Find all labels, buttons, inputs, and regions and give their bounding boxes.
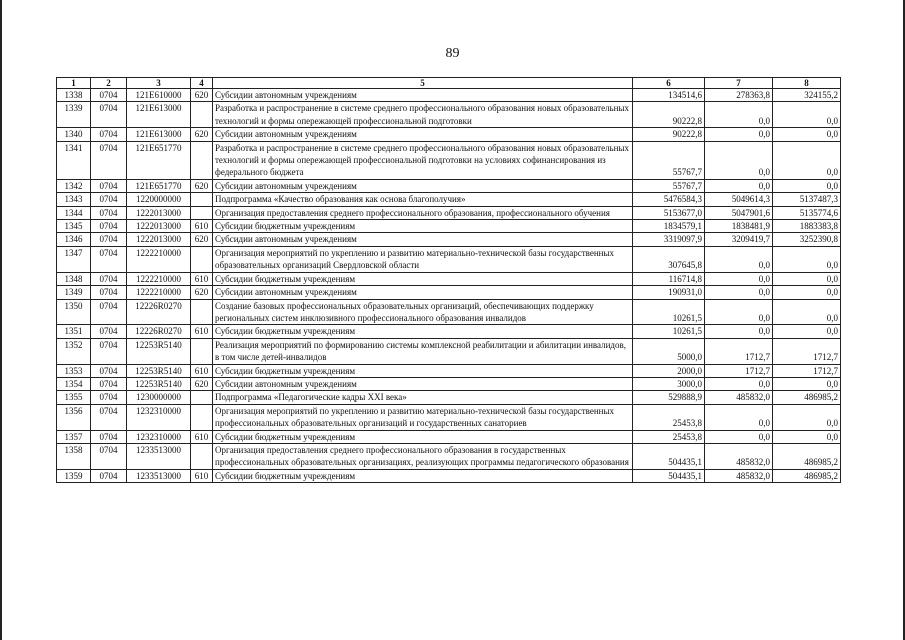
row-number: 1345 [57, 220, 91, 233]
amount-col-7: 0,0 [705, 430, 773, 443]
section-code: 0704 [91, 193, 127, 206]
expense-type [191, 102, 213, 128]
expense-type: 610 [191, 325, 213, 338]
amount-col-7: 1712,7 [705, 338, 773, 364]
amount-col-6: 25453,8 [633, 430, 705, 443]
table-row [57, 193, 841, 206]
amount-col-6: 5153677,0 [633, 206, 705, 219]
expense-type: 620 [191, 286, 213, 299]
header-col-4: 4 [191, 78, 213, 89]
expense-type [191, 391, 213, 404]
target-code: 1230000000 [127, 391, 191, 404]
target-code: 12253R5140 [127, 377, 191, 390]
header-col-1: 1 [57, 78, 91, 89]
expense-type [191, 193, 213, 206]
expense-type [191, 141, 213, 179]
section-code: 0704 [91, 102, 127, 128]
row-number: 1358 [57, 443, 91, 469]
amount-col-8: 486985,2 [773, 391, 841, 404]
target-code: 1222013000 [127, 220, 191, 233]
expense-type [191, 443, 213, 469]
section-code: 0704 [91, 391, 127, 404]
amount-col-7: 5049614,3 [705, 193, 773, 206]
table-row [57, 102, 841, 128]
amount-col-7: 0,0 [705, 377, 773, 390]
amount-col-6: 5000,0 [633, 338, 705, 364]
amount-col-7: 0,0 [705, 404, 773, 430]
section-code: 0704 [91, 338, 127, 364]
section-code: 0704 [91, 377, 127, 390]
table-row [57, 272, 841, 285]
amount-col-7: 0,0 [705, 299, 773, 325]
target-code: 12253R5140 [127, 364, 191, 377]
amount-col-8: 0,0 [773, 179, 841, 192]
amount-col-8: 1712,7 [773, 338, 841, 364]
row-number: 1348 [57, 272, 91, 285]
amount-col-8: 0,0 [773, 141, 841, 179]
item-name: Субсидии автономным учреждениям [213, 89, 633, 102]
amount-col-8: 0,0 [773, 430, 841, 443]
table-row [57, 286, 841, 299]
target-code: 1233513000 [127, 469, 191, 482]
table-row [57, 206, 841, 219]
amount-col-6: 5476584,3 [633, 193, 705, 206]
section-code: 0704 [91, 404, 127, 430]
amount-col-8: 0,0 [773, 404, 841, 430]
amount-col-8: 1712,7 [773, 364, 841, 377]
item-name: Организация предоставления среднего профессионального образования в государственных профессиональных образовательных организациях, реализующих программы педагогического образования [213, 443, 633, 469]
section-code: 0704 [91, 430, 127, 443]
section-code: 0704 [91, 179, 127, 192]
amount-col-8: 0,0 [773, 246, 841, 272]
target-code: 121Е613000 [127, 128, 191, 141]
header-col-3: 3 [127, 78, 191, 89]
expense-type: 610 [191, 469, 213, 482]
amount-col-8: 3252390,8 [773, 233, 841, 246]
item-name: Организация предоставления среднего профессионального образования, профессионального обучения [213, 206, 633, 219]
header-col-2: 2 [91, 78, 127, 89]
expense-type [191, 206, 213, 219]
item-name: Субсидии автономным учреждениям [213, 179, 633, 192]
table-row [57, 338, 841, 364]
table-row [57, 430, 841, 443]
amount-col-6: 25453,8 [633, 404, 705, 430]
expense-type: 610 [191, 272, 213, 285]
target-code: 1222210000 [127, 246, 191, 272]
row-number: 1344 [57, 206, 91, 219]
item-name: Подпрограмма «Качество образования как основа благополучия» [213, 193, 633, 206]
row-number: 1342 [57, 179, 91, 192]
item-name: Субсидии бюджетным учреждениям [213, 220, 633, 233]
section-code: 0704 [91, 325, 127, 338]
row-number: 1338 [57, 89, 91, 102]
item-name: Субсидии автономным учреждениям [213, 286, 633, 299]
item-name: Подпрограмма «Педагогические кадры XXI века» [213, 391, 633, 404]
table-row [57, 246, 841, 272]
item-name: Субсидии бюджетным учреждениям [213, 430, 633, 443]
target-code: 1222013000 [127, 233, 191, 246]
amount-col-8: 0,0 [773, 325, 841, 338]
section-code: 0704 [91, 364, 127, 377]
amount-col-6: 90222,8 [633, 128, 705, 141]
target-code: 1222210000 [127, 286, 191, 299]
amount-col-7: 1712,7 [705, 364, 773, 377]
section-code: 0704 [91, 128, 127, 141]
target-code: 1232310000 [127, 404, 191, 430]
expense-type: 610 [191, 364, 213, 377]
row-number: 1355 [57, 391, 91, 404]
header-row [57, 78, 841, 89]
page-number: 89 [445, 46, 460, 61]
section-code: 0704 [91, 206, 127, 219]
amount-col-7: 3209419,7 [705, 233, 773, 246]
budget-table [56, 77, 841, 483]
amount-col-8: 324155,2 [773, 89, 841, 102]
amount-col-7: 485832,0 [705, 443, 773, 469]
amount-col-7: 0,0 [705, 141, 773, 179]
expense-type [191, 246, 213, 272]
amount-col-6: 55767,7 [633, 141, 705, 179]
row-number: 1347 [57, 246, 91, 272]
amount-col-6: 116714,8 [633, 272, 705, 285]
table-row [57, 141, 841, 179]
amount-col-7: 485832,0 [705, 469, 773, 482]
amount-col-7: 0,0 [705, 179, 773, 192]
item-name: Организация мероприятий по укреплению и развитию материально-технической базы государственных образовательных организаций Свердловской области [213, 246, 633, 272]
amount-col-6: 504435,1 [633, 443, 705, 469]
table-row [57, 364, 841, 377]
row-number: 1340 [57, 128, 91, 141]
item-name: Субсидии бюджетным учреждениям [213, 325, 633, 338]
expense-type: 620 [191, 128, 213, 141]
row-number: 1357 [57, 430, 91, 443]
amount-col-6: 1834579,1 [633, 220, 705, 233]
amount-col-8: 0,0 [773, 272, 841, 285]
amount-col-6: 90222,8 [633, 102, 705, 128]
table-row [57, 325, 841, 338]
amount-col-6: 504435,1 [633, 469, 705, 482]
amount-col-7: 278363,8 [705, 89, 773, 102]
section-code: 0704 [91, 286, 127, 299]
target-code: 12253R5140 [127, 338, 191, 364]
section-code: 0704 [91, 220, 127, 233]
amount-col-8: 5137487,3 [773, 193, 841, 206]
header-col-7: 7 [705, 78, 773, 89]
section-code: 0704 [91, 233, 127, 246]
item-name: Разработка и распространение в системе среднего профессионального образования новых образовательных технологий и формы опережающей профессиональной подготовки [213, 102, 633, 128]
section-code: 0704 [91, 89, 127, 102]
row-number: 1343 [57, 193, 91, 206]
target-code: 1233513000 [127, 443, 191, 469]
amount-col-6: 529888,9 [633, 391, 705, 404]
amount-col-7: 0,0 [705, 272, 773, 285]
table-row [57, 404, 841, 430]
row-number: 1354 [57, 377, 91, 390]
target-code: 121Е651770 [127, 141, 191, 179]
table-row [57, 220, 841, 233]
section-code: 0704 [91, 299, 127, 325]
item-name: Субсидии автономным учреждениям [213, 377, 633, 390]
amount-col-6: 2000,0 [633, 364, 705, 377]
table-row [57, 469, 841, 482]
row-number: 1351 [57, 325, 91, 338]
amount-col-8: 0,0 [773, 377, 841, 390]
item-name: Субсидии бюджетным учреждениям [213, 272, 633, 285]
table-row [57, 179, 841, 192]
amount-col-7: 0,0 [705, 102, 773, 128]
expense-type [191, 404, 213, 430]
header-col-8: 8 [773, 78, 841, 89]
amount-col-6: 134514,6 [633, 89, 705, 102]
item-name: Организация мероприятий по укреплению и развитию материально-технической базы государственных профессиональных образовательных организаций и государственных санаториев [213, 404, 633, 430]
table-row [57, 128, 841, 141]
target-code: 1222013000 [127, 206, 191, 219]
section-code: 0704 [91, 272, 127, 285]
amount-col-6: 10261,5 [633, 325, 705, 338]
amount-col-6: 307645,8 [633, 246, 705, 272]
amount-col-8: 486985,2 [773, 443, 841, 469]
amount-col-7: 485832,0 [705, 391, 773, 404]
item-name: Разработка и распространение в системе среднего профессионального образования новых образовательных технологий и формы опережающей профессиональной подготовки на условиях софинансирования из федерального бюджета [213, 141, 633, 179]
section-code: 0704 [91, 443, 127, 469]
expense-type [191, 299, 213, 325]
section-code: 0704 [91, 469, 127, 482]
amount-col-7: 0,0 [705, 286, 773, 299]
amount-col-7: 5047901,6 [705, 206, 773, 219]
amount-col-8: 1883383,8 [773, 220, 841, 233]
item-name: Создание базовых профессиональных образовательных организаций, обеспечивающих поддержку региональных систем инклюзивного профессионального образования инвалидов [213, 299, 633, 325]
expense-type: 620 [191, 179, 213, 192]
row-number: 1353 [57, 364, 91, 377]
item-name: Реализация мероприятий по формированию системы комплексной реабилитации и абилитации инвалидов, в том числе детей-инвалидов [213, 338, 633, 364]
row-number: 1346 [57, 233, 91, 246]
row-number: 1359 [57, 469, 91, 482]
amount-col-8: 486985,2 [773, 469, 841, 482]
target-code: 1220000000 [127, 193, 191, 206]
target-code: 121Е610000 [127, 89, 191, 102]
amount-col-6: 3319097,9 [633, 233, 705, 246]
amount-col-7: 0,0 [705, 325, 773, 338]
table-row [57, 233, 841, 246]
expense-type: 610 [191, 220, 213, 233]
row-number: 1350 [57, 299, 91, 325]
expense-type: 620 [191, 89, 213, 102]
table-row [57, 443, 841, 469]
target-code: 1222210000 [127, 272, 191, 285]
target-code: 121Е651770 [127, 179, 191, 192]
amount-col-6: 3000,0 [633, 377, 705, 390]
section-code: 0704 [91, 246, 127, 272]
item-name: Субсидии автономным учреждениям [213, 128, 633, 141]
expense-type: 610 [191, 430, 213, 443]
item-name: Субсидии бюджетным учреждениям [213, 364, 633, 377]
row-number: 1349 [57, 286, 91, 299]
table-row [57, 377, 841, 390]
header-col-6: 6 [633, 78, 705, 89]
amount-col-8: 0,0 [773, 286, 841, 299]
table-row [57, 299, 841, 325]
target-code: 12226R0270 [127, 299, 191, 325]
table-row [57, 391, 841, 404]
row-number: 1356 [57, 404, 91, 430]
expense-type: 620 [191, 233, 213, 246]
amount-col-6: 55767,7 [633, 179, 705, 192]
amount-col-8: 0,0 [773, 128, 841, 141]
header-col-5: 5 [213, 78, 633, 89]
expense-type [191, 338, 213, 364]
amount-col-8: 5135774,6 [773, 206, 841, 219]
amount-col-7: 0,0 [705, 246, 773, 272]
amount-col-8: 0,0 [773, 102, 841, 128]
expense-type: 620 [191, 377, 213, 390]
amount-col-6: 10261,5 [633, 299, 705, 325]
item-name: Субсидии автономным учреждениям [213, 233, 633, 246]
row-number: 1339 [57, 102, 91, 128]
row-number: 1352 [57, 338, 91, 364]
table-row [57, 89, 841, 102]
target-code: 121Е613000 [127, 102, 191, 128]
amount-col-8: 0,0 [773, 299, 841, 325]
amount-col-6: 190931,0 [633, 286, 705, 299]
target-code: 12226R0270 [127, 325, 191, 338]
section-code: 0704 [91, 141, 127, 179]
target-code: 1232310000 [127, 430, 191, 443]
row-number: 1341 [57, 141, 91, 179]
amount-col-7: 0,0 [705, 128, 773, 141]
amount-col-7: 1838481,9 [705, 220, 773, 233]
item-name: Субсидии бюджетным учреждениям [213, 469, 633, 482]
